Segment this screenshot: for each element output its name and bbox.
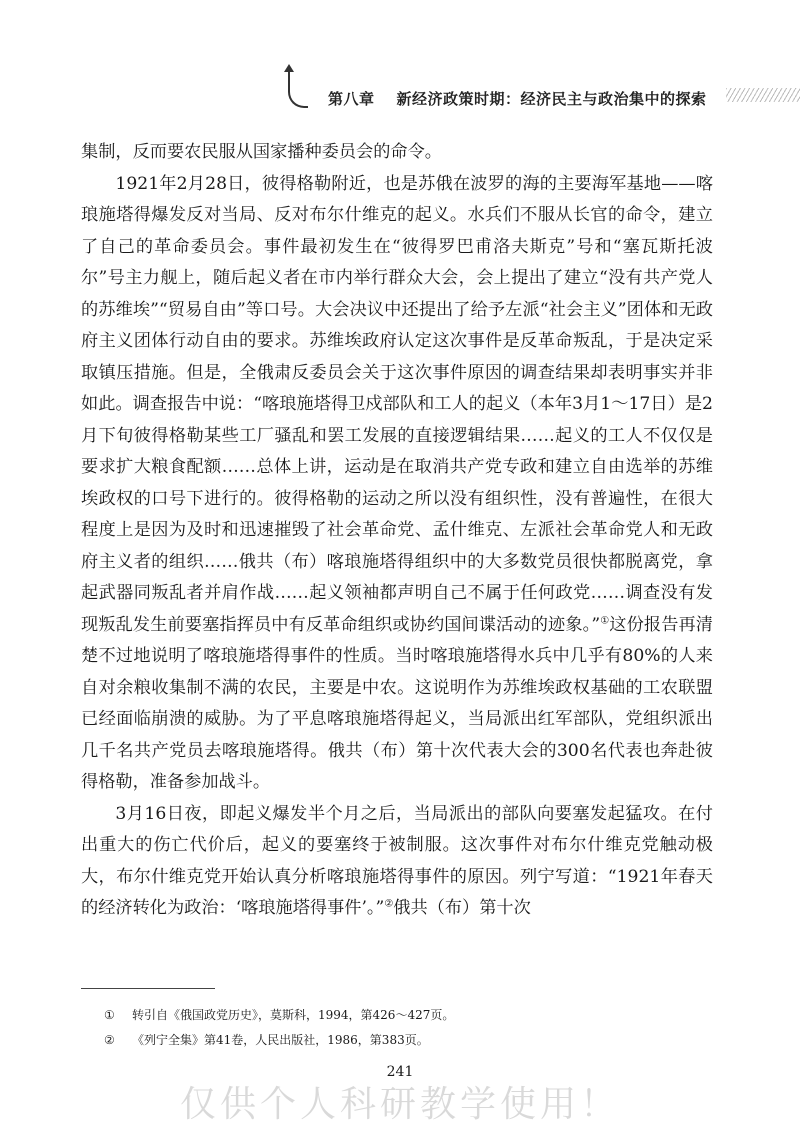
paragraph-kronstadt-part2: 这份报告再清楚不过地说明了喀琅施塔得事件的性质。当时喀琅施塔得水兵中几乎有80%的人来自对余粮收集制不满的农民，主要是中农。这说明作为苏维埃政权基础的工农联盟已经面临崩溃的威胁。为了平息喀琅施塔得起义，当局派出红军部队，党组织派出几千名共产党员去喀琅施塔得。俄共（布）第十次代表大会的300名代表也奔赴彼得格勒，准备参加战斗。 — [81, 614, 713, 792]
footnote-number: ① — [104, 1008, 115, 1022]
chapter-label: 第八章 — [328, 90, 375, 108]
header-title-line — [328, 88, 707, 109]
footnote-item — [104, 1003, 704, 1028]
footnote-ref-2[interactable]: ② — [384, 898, 394, 910]
paragraph-continued: 集制，反而要农民服从国家播种委员会的命令。 — [81, 142, 442, 162]
body-text — [81, 137, 713, 925]
footnote-text: 转引自《俄国政党历史》，莫斯科，1994，第426～427页。 — [132, 1008, 455, 1022]
page-number: 241 — [386, 1064, 414, 1080]
watermark: 仅供个人科研教学使用！ — [179, 1084, 620, 1125]
footnote-item — [104, 1028, 704, 1053]
paragraph-kronstadt — [81, 169, 713, 799]
footnote-text: 《列宁全集》第41卷，人民出版社，1986，第383页。 — [132, 1033, 429, 1047]
paragraph-suppression-part1: 3月16日夜，即起义爆发半个月之后，当局派出的部队向要塞发起猛攻。在付出重大的伤亡代价后，起义的要塞终于被制服。这次事件对布尔什维克党触动极大，布尔什维克党开始认真分析喀琅施塔得事件的原因。列宁写道：“1921年春天的经济转化为政治：‘喀琅施塔得事件’。” — [81, 803, 713, 918]
running-header — [288, 66, 800, 106]
paragraph-kronstadt-part1: 1921年2月28日，彼得格勒附近，也是苏俄在波罗的海的主要海军基地——喀琅施塔得爆发反对当局、反对布尔什维克的起义。水兵们不服从长官的命令，建立了自己的革命委员会。事件最初发生在“彼得罗巴甫洛夫斯克”号和“塞瓦斯托波尔”号主力舰上，随后起义者在市内举行群众大会，会上提出了建立“没有共产党人的苏维埃”“贸易自由”等口号。大会决议中还提出了给予左派“社会主义”团体和无政府主义团体行动自由的要求。苏维埃政府认定这次事件是反革命叛乱，于是决定采取镇压措施。但是，全俄肃反委员会关于这次事件原因的调查结果却表明事实并非如此。调查报告中说：“喀琅施塔得卫戍部队和工人的起义（本年3月1～17日）是2月下旬彼得格勒某些工厂骚乱和罢工发展的直接逻辑结果……起义的工人不仅仅是要求扩大粮食配额……总体上讲，运动是在取消共产党专政和建立自由选举的苏维埃政权的口号下进行的。彼得格勒的运动之所以没有组织性，没有普遍性，在很大程度上是因为及时和迅速摧毁了社会革命党、孟什维克、左派社会革命党人和无政府主义者的组织……俄共（布）喀琅施塔得组织中的大多数党员很快都脱离党，拿起武器同叛乱者并肩作战……起义领袖都声明自己不属于任何政党……调查没有发现叛乱发生前要塞指挥员中有反革命组织或协约国间谍活动的迹象。” — [81, 173, 713, 635]
footnote-ref-1[interactable]: ① — [600, 614, 610, 626]
footnote-divider — [81, 988, 215, 989]
footnote-number: ② — [104, 1033, 115, 1047]
chapter-title: 新经济政策时期：经济民主与政治集中的探索 — [396, 90, 707, 108]
paragraph-suppression — [81, 799, 713, 925]
footnotes — [104, 1003, 704, 1053]
paragraph-suppression-part2: 俄共（布）第十次 — [393, 898, 531, 918]
header-arrow-icon — [288, 66, 308, 108]
header-hatch-decoration — [726, 88, 800, 102]
